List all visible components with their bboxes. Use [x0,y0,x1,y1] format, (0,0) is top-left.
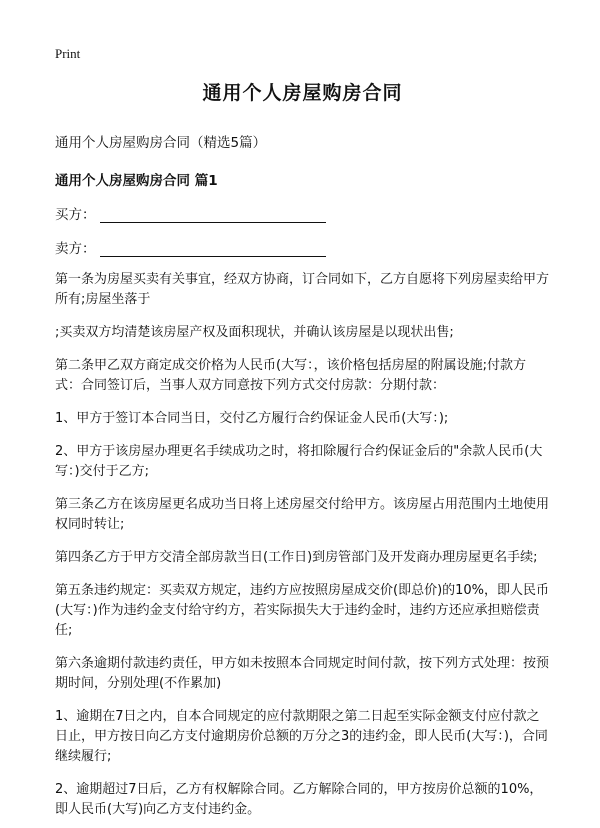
seller-row [55,237,550,257]
buyer-row [55,203,550,223]
article-2-paragraph: 第二条甲乙双方商定成交价格为人民币(大写：，该价格包括房屋的附属设施;付款方式：合同签订后，当事人双方同意按下列方式交付房款：分期付款： [55,358,526,393]
article-6-paragraph: 第六条逾期付款违约责任，甲方如未按照本合同规定时间付款，按下列方式处理：按预期时间，分别处理(不作累加) [55,656,550,691]
article-1-paragraph: 第一条为房屋买卖有关事宜，经双方协商，订合同如下，乙方自愿将下列房屋卖给甲方所有;房屋坐落于 [55,272,550,307]
seller-label: 卖方： [55,241,96,257]
article-4-paragraph: 第四条乙方于甲方交清全部房款当日(工作日)到房管部门及开发商办理房屋更名手续; [55,550,538,565]
payment-clause-2: 2、甲方于该房屋办理更名手续成功之时，将扣除履行合约保证金后的"余款人民币(大写：)交付于乙方; [55,444,543,479]
payment-clause-1: 1、甲方于签订本合同当日，交付乙方履行合约保证金人民币(大写：); [55,411,449,426]
property-status-paragraph: ;买卖双方均清楚该房屋产权及面积现状，并确认该房屋是以现状出售; [55,325,454,340]
page-title: 通用个人房屋购房合同 [202,82,403,104]
document-subtitle: 通用个人房屋购房合同（精选5篇） [55,135,267,151]
buyer-blank-line [100,208,326,223]
article-5-paragraph: 第五条违约规定：买卖双方规定，违约方应按照房屋成交价(即总价)的10%，即人民币(大写：)作为违约金支付给守约方，若实际损失大于违约金时，违约方还应承担赔偿责任; [55,583,550,638]
late-payment-clause-1: 1、逾期在7日之内，自本合同规定的应付款期限之第二日起至实际金额支付应付款之日止，甲方按日向乙方支付逾期房价总额的万分之3的违约金，即人民币(大写：)，合同继续履行; [55,709,548,764]
late-payment-clause-2: 2、逾期超过7日后，乙方有权解除合同。乙方解除合同的，甲方按房价总额的10%，即人民币(大写)向乙方支付违约金。 [55,782,543,817]
section-title: 通用个人房屋购房合同 篇1 [55,173,218,189]
print-link[interactable]: Print [55,46,81,61]
article-3-paragraph: 第三条乙方在该房屋更名成功当日将上述房屋交付给甲方。该房屋占用范围内土地使用权同时转让; [55,497,550,532]
buyer-label: 买方： [55,207,96,223]
seller-blank-line [100,242,326,257]
